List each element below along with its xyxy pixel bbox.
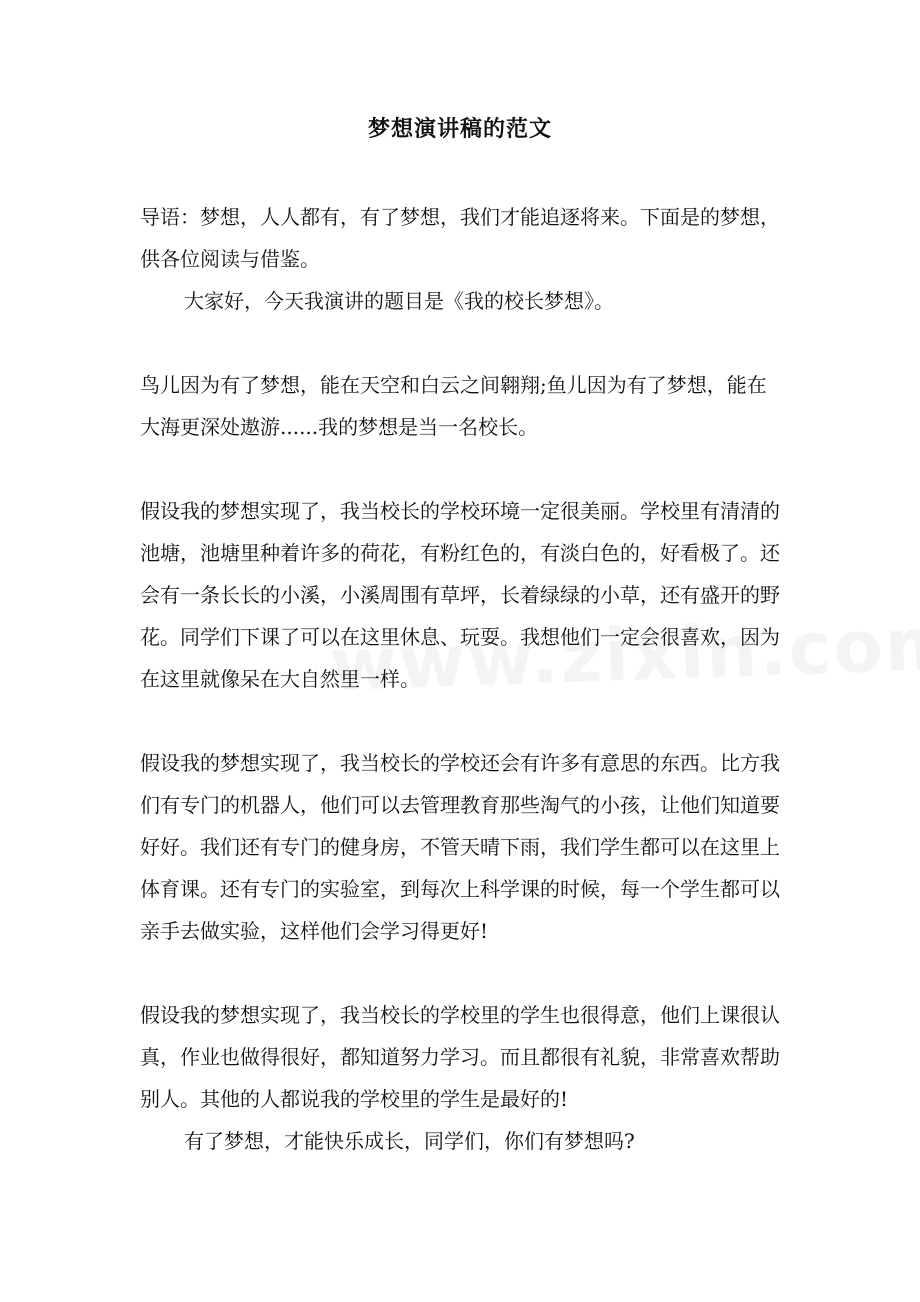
body-paragraph-birds: 鸟儿因为有了梦想，能在天空和白云之间翱翔;鱼儿因为有了梦想，能在大海更深处遨游......我的梦想是当一名校长。 xyxy=(140,373,767,439)
body-paragraph-facilities: 假设我的梦想实现了，我当校长的学校还会有许多有意思的东西。比方我们有专门的机器人，他们可以去管理教育那些淘气的小孩，让他们知道要好好。我们还有专门的健身房，不管天晴下雨，我们学生都可以在这里上体育课。还有专门的实验室，到每次上科学课的时候，每一个学生都可以亲手去做实验，这样他们会学习得更好! xyxy=(140,751,780,943)
closing-paragraph: 有了梦想，才能快乐成长，同学们，你们有梦想吗? xyxy=(184,1129,635,1153)
document-title: 梦想演讲稿的范文 xyxy=(367,116,552,142)
body-paragraph-students: 假设我的梦想实现了，我当校长的学校里的学生也很得意，他们上课很认真，作业也做得很好，都知道努力学习。而且都很有礼貌，非常喜欢帮助别人。其他的人都说我的学校里的学生是最好的! xyxy=(140,1003,780,1111)
paragraph-spacer xyxy=(140,322,780,364)
body-paragraph-environment: 假设我的梦想实现了，我当校长的学校环境一定很美丽。学校里有清清的池塘，池塘里种着许多的荷花，有粉红色的，有淡白色的，好看极了。还会有一条长长的小溪，小溪周围有草坪，长着绿绿的小草，还有盛开的野花。同学们下课了可以在这里休息、玩耍。我想他们一定会很喜欢，因为在这里就像呆在大自然里一样。 xyxy=(140,499,780,691)
greeting-paragraph: 大家好，今天我演讲的题目是《我的校长梦想》。 xyxy=(184,289,614,313)
paragraph-spacer xyxy=(140,952,780,994)
paragraph-spacer xyxy=(140,448,780,490)
intro-paragraph: 导语：梦想，人人都有，有了梦想，我们才能追逐将来。下面是的梦想，供各位阅读与借鉴。 xyxy=(140,205,780,271)
paragraph-spacer xyxy=(140,700,780,742)
document-body xyxy=(140,196,780,1162)
